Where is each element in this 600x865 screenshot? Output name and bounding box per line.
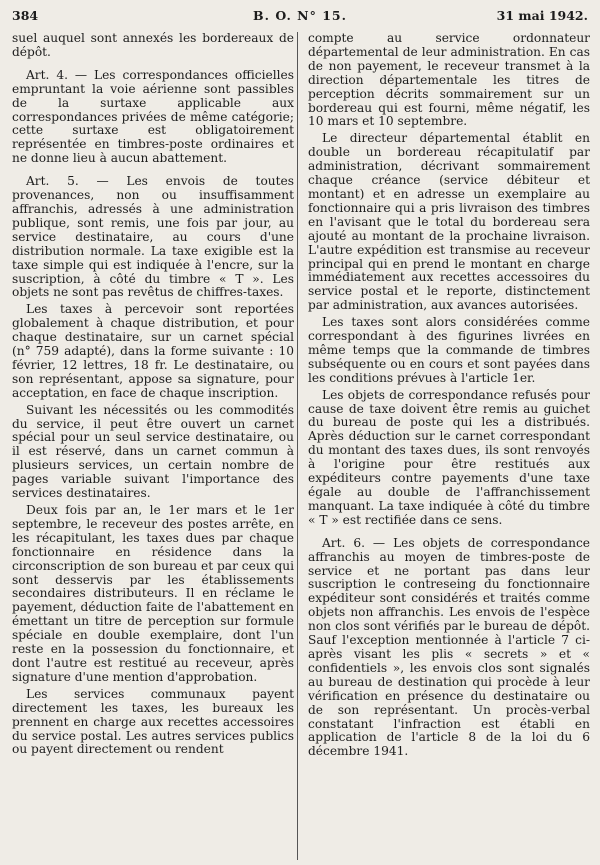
article-6: Art. 6. — Les objets de correspondance affranchis au moyen de timbres-poste de service et ne portant pas dans leur suscription le contreseing du fonctionnaire expéditeur sont considérés et traités comme objets non affranchis. Les envois de l'espèce non clos sont vérifiés par le bureau de dépôt. Sauf l'exception mentionnée à l'article 7 ci-après visant les plis « secrets » et « confidentiels », les envois clos sont signalés au bureau de destination qui procède à leur vérification en présence du destinataire ou de son représentant. Un procès-verbal constatant l'infraction est établi en application de l'article 8 de la loi du 6 décembre 1941. (308, 535, 590, 759)
page-header (12, 8, 588, 30)
paragraph: Le directeur départemental établit en double un bordereau récapitulatif par administration, décrivant sommairement chaque créance (service débiteur et montant) et en adresse un exemplaire au fonctionnaire qui a pris livraison des timbres en l'avisant que le total du bordereau sera ajouté au montant de la prochaine livraison. L'autre expédition est transmise au receveur principal qui en prend le montant en charge immédiatement aux recettes accessoires du service postal et le reporte, distinctement par administration, aux avances autorisées. (308, 131, 590, 313)
issue-date: 31 mai 1942. (496, 8, 588, 23)
article-4: Art. 4. — Les correspondances officielles empruntant la voie aérienne sont passibles de la surtaxe applicable aux correspondances privées de même catégorie; cette surtaxe est obligatoirement représentée en timbres-poste ordinaires et ne donne lieu à aucun abattement. (12, 67, 294, 166)
column-divider (297, 32, 298, 860)
paragraph: suel auquel sont annexés les bordereaux de dépôt. (12, 32, 294, 59)
paragraph: Les services communaux payent directement les taxes, les bureaux les prennent en charge aux recettes accessoires du service postal. Les autres services publics ou payent directement ou rendent (12, 686, 294, 757)
left-column (12, 32, 294, 862)
paragraph: Suivant les nécessités ou les commodités du service, il peut être ouvert un carnet spécial pour un seul service destinataire, ou il est réservé, dans un carnet commun à plusieurs services, un certain nombre de pages variable suivant l'importance des services destinataires. (12, 402, 294, 501)
right-column (308, 32, 590, 862)
paragraph: Deux fois par an, le 1er mars et le 1er septembre, le receveur des postes arrête, en les récapitulant, les taxes dues par chaque fonctionnaire en résidence dans la circonscription de son bureau et par ceux qui sont desservis par les établissements secondaires distributeurs. Il en réclame le payement, déduction faite de l'abattement en émettant un titre de perception sur formule spéciale en double exemplaire, dont l'un reste en la possession du fonctionnaire, et dont l'autre est restitué au receveur, après signature d'une mention d'approbation. (12, 503, 294, 684)
paragraph: compte au service ordonnateur départemental de leur administration. En cas de non payement, le receveur transmet à la direction départementale les titres de perception décrits sommairement sur un bordereau qui est fourni, même négatif, les 10 mars et 10 septembre. (308, 32, 590, 129)
paragraph: Les taxes à percevoir sont reportées globalement à chaque distribution, et pour chaque destinataire, sur un carnet spécial (n° 759 adapté), dans la forme suivante : 10 février, 12 lettres, 18 fr. Le destinataire, ou son représentant, appose sa signature, pour acceptation, en face de chaque inscription. (12, 302, 294, 400)
page-number: 384 (12, 8, 39, 23)
article-5: Art. 5. — Les envois de toutes provenances, non ou insuffisamment affranchis, adressés à une administration publique, sont remis, une fois par jour, au service destinataire, au cours d'une distribution normale. La taxe exigible est la taxe simple qui est indiquée à l'encre, sur la suscription, à côté du timbre « T ». Les objets ne sont pas revêtus de chiffres-taxes. (12, 174, 294, 300)
paragraph: Les objets de correspondance refusés pour cause de taxe doivent être remis au guichet du bureau de poste qui les a distribués. Après déduction sur le carnet correspondant du montant des taxes dues, ils sont renvoyés à l'origine pour être restitués aux expéditeurs contre payements d'une taxe égale au double de l'affranchissement manquant. La taxe indiquée à côté du timbre « T » est rectifiée dans ce sens. (308, 387, 590, 527)
paragraph: Les taxes sont alors considérées comme correspondant à des figurines livrées en même temps que la commande de timbres subséquente ou en cours et sont payées dans les conditions prévues à l'article 1er. (308, 315, 590, 385)
bulletin-title: B. O. N° 15. (253, 8, 347, 23)
